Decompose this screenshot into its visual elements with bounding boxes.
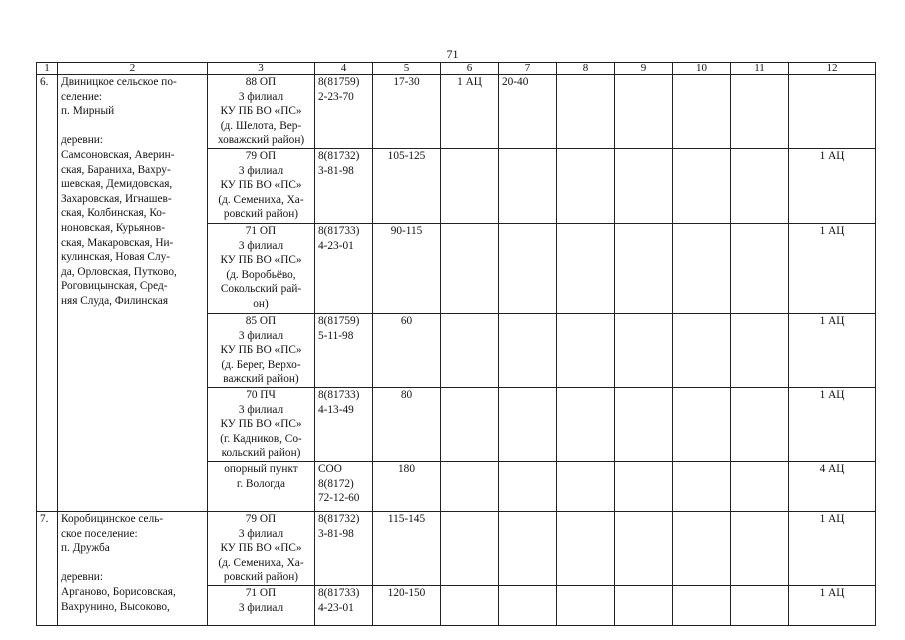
header-cell: 8 xyxy=(557,63,615,75)
col9-cell xyxy=(615,223,673,313)
col12-cell: 1 АЦ xyxy=(789,223,876,313)
phone-cell: 8(81732) 3-81-98 xyxy=(315,148,373,223)
arrival-time-cell: 120-150 xyxy=(373,585,441,625)
fire-unit-cell: 79 ОП 3 филиал КУ ПБ ВО «ПС» (д. Семениха, Ха- ровский район) xyxy=(208,511,315,585)
arrival-time-cell: 17-30 xyxy=(373,75,441,149)
col6-cell xyxy=(441,223,499,313)
fire-unit-cell: 79 ОП 3 филиал КУ ПБ ВО «ПС» (д. Семениха, Ха- ровский район) xyxy=(208,148,315,223)
col7-cell xyxy=(499,387,557,461)
col7-cell xyxy=(499,313,557,387)
col8-cell xyxy=(557,75,615,149)
col12-cell xyxy=(789,75,876,149)
col8-cell xyxy=(557,148,615,223)
table-row xyxy=(37,75,876,149)
col11-cell xyxy=(731,461,789,511)
header-cell: 11 xyxy=(731,63,789,75)
header-cell: 5 xyxy=(373,63,441,75)
col6-cell xyxy=(441,313,499,387)
page-number: 71 xyxy=(446,47,459,61)
col6-cell xyxy=(441,461,499,511)
col12-cell: 1 АЦ xyxy=(789,511,876,585)
col9-cell xyxy=(615,585,673,625)
col9-cell xyxy=(615,461,673,511)
fire-unit-cell: 71 ОП 3 филиал xyxy=(208,585,315,625)
settlement-cell: Коробицинское сель- ское поселение: п. Дружба деревни: Арганово, Борисовская, Вахрунино, Высоково, xyxy=(58,511,208,625)
col6-cell xyxy=(441,511,499,585)
phone-cell: 8(81732) 3-81-98 xyxy=(315,511,373,585)
col12-cell: 1 АЦ xyxy=(789,148,876,223)
phone-cell: 8(81759) 2-23-70 xyxy=(315,75,373,149)
col12-cell: 1 АЦ xyxy=(789,585,876,625)
col6-cell xyxy=(441,148,499,223)
header-row xyxy=(37,63,876,75)
phone-cell: 8(81733) 4-23-01 xyxy=(315,585,373,625)
col10-cell xyxy=(673,75,731,149)
phone-cell: 8(81733) 4-23-01 xyxy=(315,223,373,313)
col7-cell xyxy=(499,511,557,585)
col10-cell xyxy=(673,511,731,585)
col8-cell xyxy=(557,313,615,387)
col11-cell xyxy=(731,585,789,625)
col11-cell xyxy=(731,387,789,461)
col7-cell xyxy=(499,223,557,313)
col11-cell xyxy=(731,148,789,223)
col12-cell: 1 АЦ xyxy=(789,313,876,387)
col7-cell xyxy=(499,585,557,625)
row-number-cell: 7. xyxy=(37,511,58,625)
col12-cell: 4 АЦ xyxy=(789,461,876,511)
col6-cell xyxy=(441,387,499,461)
header-cell: 10 xyxy=(673,63,731,75)
col8-cell xyxy=(557,585,615,625)
header-cell: 12 xyxy=(789,63,876,75)
col10-cell xyxy=(673,148,731,223)
phone-cell: 8(81759) 5-11-98 xyxy=(315,313,373,387)
col9-cell xyxy=(615,511,673,585)
fire-unit-cell: 70 ПЧ 3 филиал КУ ПБ ВО «ПС» (г. Кадников, Со- кольский район) xyxy=(208,387,315,461)
col9-cell xyxy=(615,148,673,223)
header-cell: 9 xyxy=(615,63,673,75)
fire-unit-cell: опорный пункт г. Вологда xyxy=(208,461,315,511)
col8-cell xyxy=(557,461,615,511)
col9-cell xyxy=(615,387,673,461)
arrival-time-cell: 105-125 xyxy=(373,148,441,223)
fire-protection-table xyxy=(36,62,876,626)
col8-cell xyxy=(557,387,615,461)
table-body xyxy=(37,63,876,626)
row-number-cell: 6. xyxy=(37,75,58,512)
col10-cell xyxy=(673,461,731,511)
arrival-time-cell: 60 xyxy=(373,313,441,387)
settlement-cell: Двиницкое сельское по- селение: п. Мирный деревни: Самсоновская, Аверин- ская, Бараниха, Вахру- шевская, Демидовская, Захаровская, Игнашев- ская, Колбинская, Ко- ноновская, Курьянов- ская, Макаровская, Ни- кулинская, Новая Слу- да, Орловская, Путково, Роговицынская, Сред- няя Слуда, Филинская xyxy=(58,75,208,512)
header-cell: 6 xyxy=(441,63,499,75)
col11-cell xyxy=(731,313,789,387)
col7-cell: 20-40 xyxy=(499,75,557,149)
col12-cell: 1 АЦ xyxy=(789,387,876,461)
phone-cell: 8(81733) 4-13-49 xyxy=(315,387,373,461)
header-cell: 1 xyxy=(37,63,58,75)
col9-cell xyxy=(615,313,673,387)
col8-cell xyxy=(557,511,615,585)
col7-cell xyxy=(499,148,557,223)
col10-cell xyxy=(673,387,731,461)
col8-cell xyxy=(557,223,615,313)
arrival-time-cell: 180 xyxy=(373,461,441,511)
phone-cell: СОО 8(8172) 72-12-60 xyxy=(315,461,373,511)
arrival-time-cell: 80 xyxy=(373,387,441,461)
col10-cell xyxy=(673,585,731,625)
header-cell: 7 xyxy=(499,63,557,75)
col10-cell xyxy=(673,313,731,387)
arrival-time-cell: 115-145 xyxy=(373,511,441,585)
fire-unit-cell: 71 ОП 3 филиал КУ ПБ ВО «ПС» (д. Воробьёво, Сокольский рай- он) xyxy=(208,223,315,313)
col11-cell xyxy=(731,511,789,585)
col7-cell xyxy=(499,461,557,511)
header-cell: 4 xyxy=(315,63,373,75)
header-cell: 2 xyxy=(58,63,208,75)
header-cell: 3 xyxy=(208,63,315,75)
col6-cell: 1 АЦ xyxy=(441,75,499,149)
arrival-time-cell: 90-115 xyxy=(373,223,441,313)
col10-cell xyxy=(673,223,731,313)
fire-unit-cell: 85 ОП 3 филиал КУ ПБ ВО «ПС» (д. Берег, Верхо- важский район) xyxy=(208,313,315,387)
col9-cell xyxy=(615,75,673,149)
table-row xyxy=(37,511,876,585)
col11-cell xyxy=(731,75,789,149)
fire-unit-cell: 88 ОП 3 филиал КУ ПБ ВО «ПС» (д. Шелота, Вер- ховажский район) xyxy=(208,75,315,149)
col11-cell xyxy=(731,223,789,313)
col6-cell xyxy=(441,585,499,625)
